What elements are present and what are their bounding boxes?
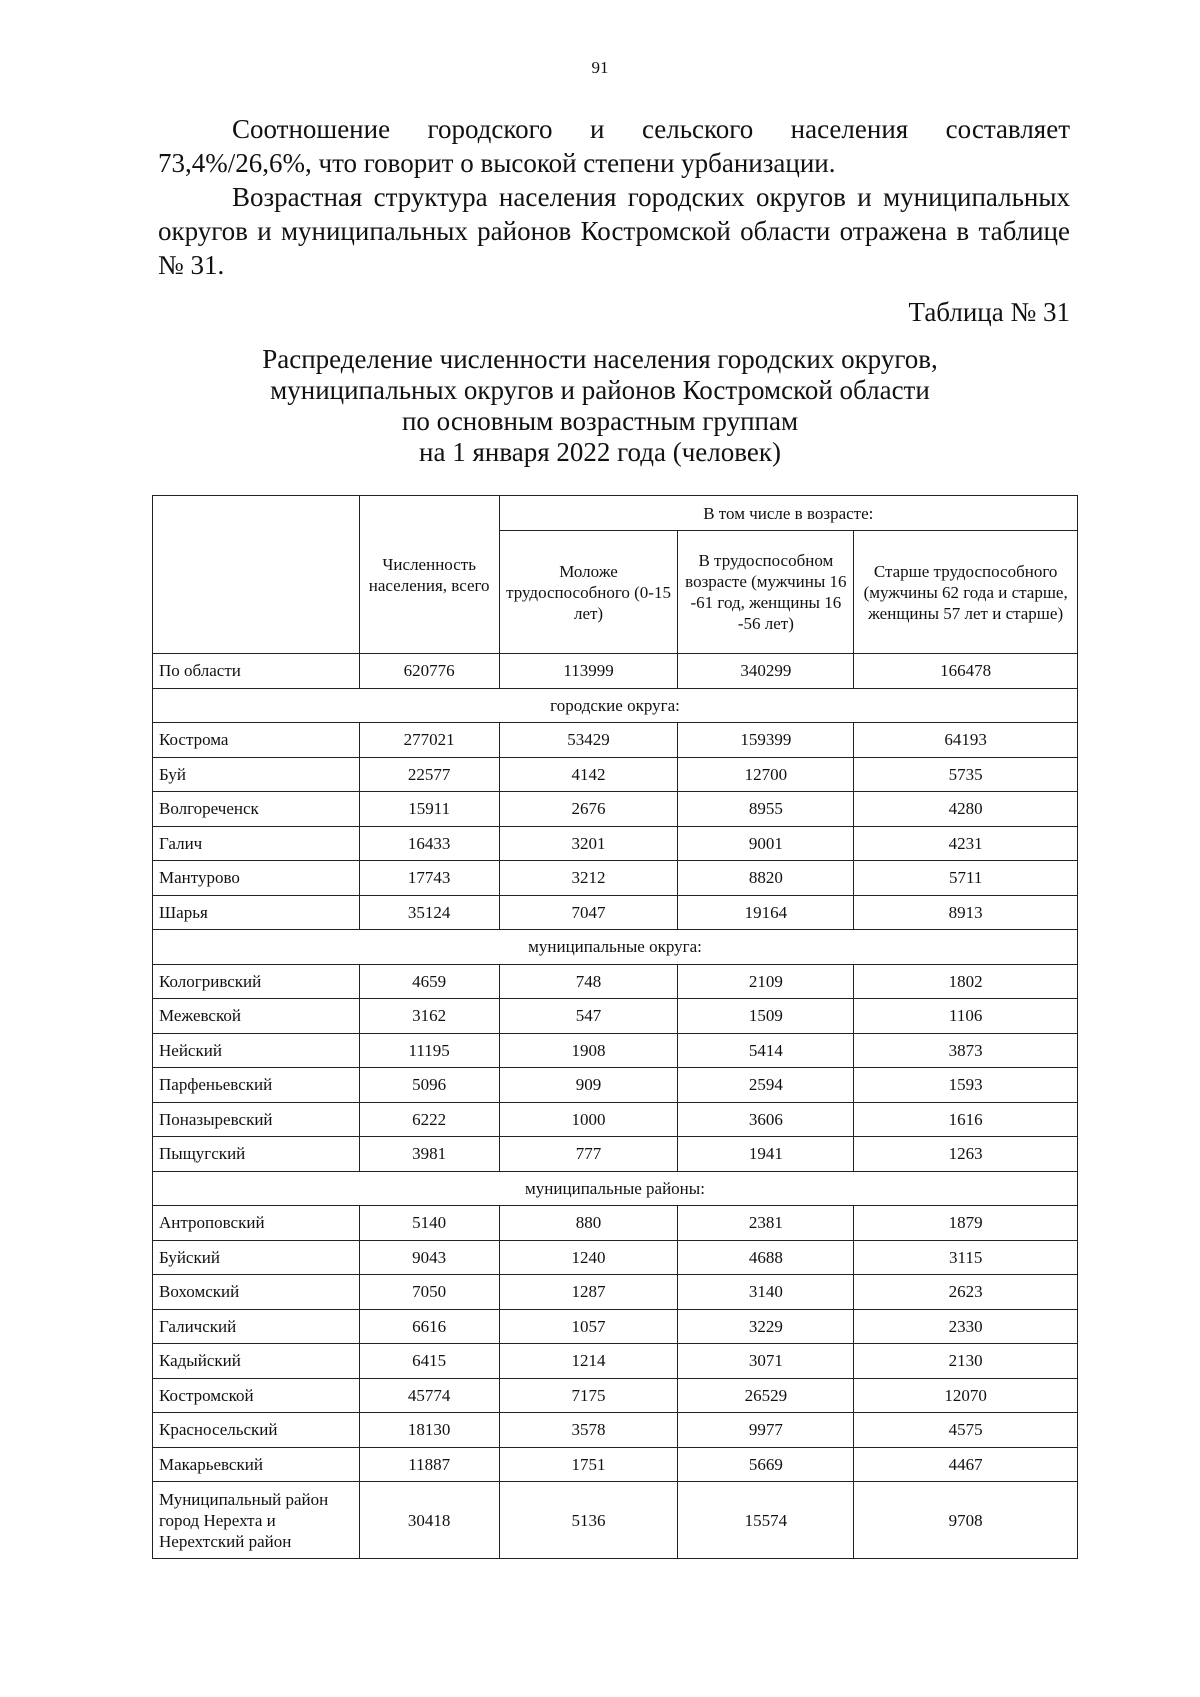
table-row (153, 1482, 1078, 1559)
table-row (153, 1206, 1078, 1241)
table-body (153, 654, 1078, 1559)
table-row (153, 1447, 1078, 1482)
cell-working: 15574 (678, 1482, 854, 1559)
table-row (153, 895, 1078, 930)
cell-total: 45774 (359, 1378, 499, 1413)
cell-young: 3212 (499, 861, 678, 896)
cell-working: 5414 (678, 1033, 854, 1068)
cell-old: 4467 (854, 1447, 1078, 1482)
table-row (153, 826, 1078, 861)
cell-old: 1802 (854, 964, 1078, 999)
cell-old: 4280 (854, 792, 1078, 827)
cell-working: 3140 (678, 1275, 854, 1310)
header-working: В трудоспособном возрасте (мужчины 16 -61 год, женщины 16 -56 лет) (678, 531, 854, 654)
table-title-line: на 1 января 2022 года (человек) (419, 437, 781, 467)
table-row (153, 757, 1078, 792)
cell-name: Шарья (153, 895, 360, 930)
cell-total: 17743 (359, 861, 499, 896)
cell-old: 1106 (854, 999, 1078, 1034)
cell-name: Кологривский (153, 964, 360, 999)
cell-working: 9977 (678, 1413, 854, 1448)
table-row (153, 1309, 1078, 1344)
cell-working: 3071 (678, 1344, 854, 1379)
table-row (153, 861, 1078, 896)
cell-working: 12700 (678, 757, 854, 792)
cell-name: Буй (153, 757, 360, 792)
table-row (153, 964, 1078, 999)
cell-total: 3981 (359, 1137, 499, 1172)
table-row (153, 1413, 1078, 1448)
section-title: городские округа: (153, 688, 1078, 723)
header-total: Численность населения, всего (359, 496, 499, 654)
cell-name: Мантурово (153, 861, 360, 896)
cell-name: Пыщугский (153, 1137, 360, 1172)
cell-young: 1000 (499, 1102, 678, 1137)
cell-young: 7047 (499, 895, 678, 930)
cell-name: Кадыйский (153, 1344, 360, 1379)
table-title-line: по основным возрастным группам (401, 406, 799, 436)
cell-old: 3115 (854, 1240, 1078, 1275)
table-row (153, 792, 1078, 827)
header-old: Старше трудоспособного (мужчины 62 года и старше, женщины 57 лет и старше) (854, 531, 1078, 654)
cell-young: 3578 (499, 1413, 678, 1448)
cell-working: 4688 (678, 1240, 854, 1275)
cell-working: 2109 (678, 964, 854, 999)
cell-young: 3201 (499, 826, 678, 861)
cell-name: Галичский (153, 1309, 360, 1344)
cell-name: Галич (153, 826, 360, 861)
population-table (152, 495, 1078, 1559)
cell-young: 880 (499, 1206, 678, 1241)
paragraph-urbanization: Соотношение городского и сельского населения составляет 73,4%/26,6%, что говорит о высокой степени урбанизации. (158, 114, 1070, 178)
table-row (153, 1033, 1078, 1068)
cell-old: 12070 (854, 1378, 1078, 1413)
paragraph-age-structure: Возрастная структура населения городских округов и муниципальных округов и муниципальных районов Костромской области отражена в таблице № 31. (158, 182, 1070, 280)
cell-old: 3873 (854, 1033, 1078, 1068)
cell-name: Красносельский (153, 1413, 360, 1448)
cell-total: 5096 (359, 1068, 499, 1103)
section-row (153, 688, 1078, 723)
section-title: муниципальные районы: (153, 1171, 1078, 1206)
cell-working: 8955 (678, 792, 854, 827)
cell-working: 26529 (678, 1378, 854, 1413)
cell-young: 113999 (499, 654, 678, 689)
cell-total: 11887 (359, 1447, 499, 1482)
table-row (153, 1068, 1078, 1103)
table-row (153, 1275, 1078, 1310)
cell-working: 159399 (678, 723, 854, 758)
cell-young: 1751 (499, 1447, 678, 1482)
cell-young: 7175 (499, 1378, 678, 1413)
cell-working: 3229 (678, 1309, 854, 1344)
cell-total: 30418 (359, 1482, 499, 1559)
header-young: Моложе трудоспособного (0-15 лет) (499, 531, 678, 654)
cell-old: 8913 (854, 895, 1078, 930)
cell-young: 909 (499, 1068, 678, 1103)
cell-total: 7050 (359, 1275, 499, 1310)
table-row (153, 999, 1078, 1034)
table-row (153, 1378, 1078, 1413)
body-text (158, 112, 1070, 282)
cell-old: 1263 (854, 1137, 1078, 1172)
cell-name: Буйский (153, 1240, 360, 1275)
cell-old: 4231 (854, 826, 1078, 861)
cell-name: Поназыревский (153, 1102, 360, 1137)
page-number: 91 (591, 58, 609, 77)
cell-total: 277021 (359, 723, 499, 758)
cell-name: Вохомский (153, 1275, 360, 1310)
cell-name: Парфеньевский (153, 1068, 360, 1103)
cell-total: 620776 (359, 654, 499, 689)
cell-name: Волгореченск (153, 792, 360, 827)
table-title-line: Распределение численности населения городских округов, (262, 344, 938, 374)
cell-young: 1908 (499, 1033, 678, 1068)
cell-young: 5136 (499, 1482, 678, 1559)
cell-total: 15911 (359, 792, 499, 827)
cell-name: Костромской (153, 1378, 360, 1413)
cell-young: 777 (499, 1137, 678, 1172)
cell-working: 2381 (678, 1206, 854, 1241)
table-row (153, 1102, 1078, 1137)
cell-total: 3162 (359, 999, 499, 1034)
cell-total: 9043 (359, 1240, 499, 1275)
cell-working: 3606 (678, 1102, 854, 1137)
cell-name: Муниципальный район город Нерехта и Нерехтский район (153, 1482, 360, 1559)
cell-working: 1509 (678, 999, 854, 1034)
cell-young: 547 (499, 999, 678, 1034)
cell-young: 1240 (499, 1240, 678, 1275)
table-row (153, 1240, 1078, 1275)
table-row (153, 1344, 1078, 1379)
table-row (153, 654, 1078, 689)
cell-young: 1214 (499, 1344, 678, 1379)
cell-total: 5140 (359, 1206, 499, 1241)
cell-working: 19164 (678, 895, 854, 930)
cell-name: Кострома (153, 723, 360, 758)
cell-working: 8820 (678, 861, 854, 896)
cell-old: 2623 (854, 1275, 1078, 1310)
section-row (153, 1171, 1078, 1206)
table-row (153, 723, 1078, 758)
header-empty-cell (153, 496, 360, 654)
cell-name: Антроповский (153, 1206, 360, 1241)
cell-young: 2676 (499, 792, 678, 827)
cell-old: 9708 (854, 1482, 1078, 1559)
table-label: Таблица № 31 (908, 297, 1070, 327)
cell-young: 1287 (499, 1275, 678, 1310)
cell-total: 6222 (359, 1102, 499, 1137)
cell-old: 1593 (854, 1068, 1078, 1103)
cell-working: 9001 (678, 826, 854, 861)
cell-total: 35124 (359, 895, 499, 930)
cell-total: 11195 (359, 1033, 499, 1068)
cell-old: 5735 (854, 757, 1078, 792)
cell-name: Межевской (153, 999, 360, 1034)
table-title-line: муниципальных округов и районов Костромской области (270, 375, 930, 405)
cell-working: 340299 (678, 654, 854, 689)
cell-total: 4659 (359, 964, 499, 999)
cell-name: По области (153, 654, 360, 689)
cell-old: 64193 (854, 723, 1078, 758)
header-age-group: В том числе в возрасте: (499, 496, 1077, 531)
cell-old: 1879 (854, 1206, 1078, 1241)
cell-working: 1941 (678, 1137, 854, 1172)
cell-old: 2130 (854, 1344, 1078, 1379)
cell-old: 166478 (854, 654, 1078, 689)
cell-young: 4142 (499, 757, 678, 792)
cell-working: 2594 (678, 1068, 854, 1103)
cell-total: 18130 (359, 1413, 499, 1448)
cell-total: 22577 (359, 757, 499, 792)
cell-young: 1057 (499, 1309, 678, 1344)
cell-young: 748 (499, 964, 678, 999)
cell-old: 4575 (854, 1413, 1078, 1448)
cell-old: 5711 (854, 861, 1078, 896)
table-row (153, 1137, 1078, 1172)
section-row (153, 930, 1078, 965)
cell-name: Нейский (153, 1033, 360, 1068)
cell-name: Макарьевский (153, 1447, 360, 1482)
cell-total: 6415 (359, 1344, 499, 1379)
cell-old: 1616 (854, 1102, 1078, 1137)
table-title (0, 344, 1200, 468)
cell-total: 6616 (359, 1309, 499, 1344)
cell-total: 16433 (359, 826, 499, 861)
cell-working: 5669 (678, 1447, 854, 1482)
section-title: муниципальные округа: (153, 930, 1078, 965)
cell-young: 53429 (499, 723, 678, 758)
cell-old: 2330 (854, 1309, 1078, 1344)
